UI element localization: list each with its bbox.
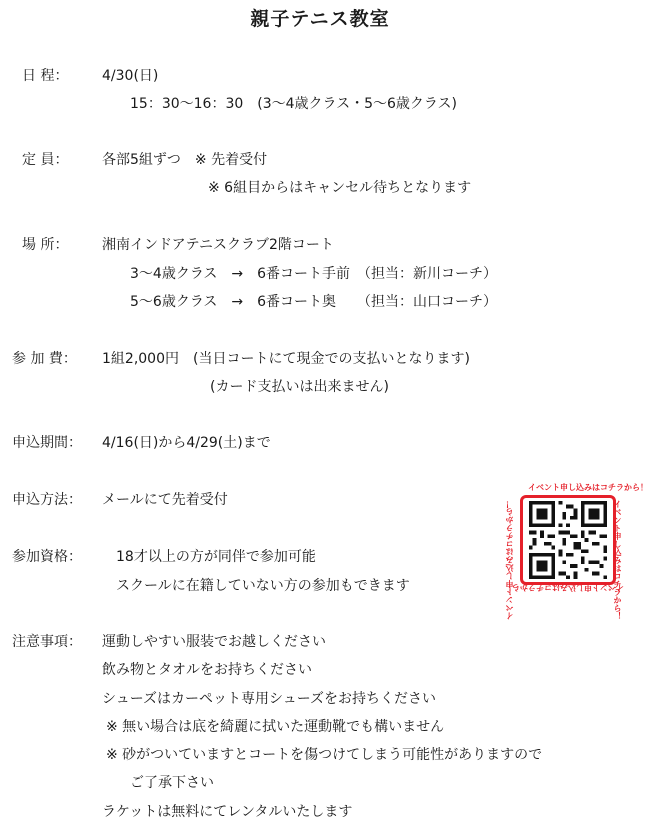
schedule-label: 日 程： <box>22 68 69 84</box>
notes-line: ※ 砂がついていますとコートを傷つけてしまう可能性がありますので <box>106 747 543 763</box>
schedule-date: 4/30(日) <box>102 68 159 84</box>
period-text: 4/16(日)から4/29(土)まで <box>102 435 271 451</box>
qr-right-text: イベント申し込みはコチラから！ <box>613 500 622 620</box>
qr-code-icon <box>526 501 610 579</box>
venue-name: 湘南インドアテニスクラブ2階コート <box>102 237 334 253</box>
venue-class2: 5〜6歳クラス → 6番コート奥 （担当：山口コーチ） <box>130 294 498 310</box>
notes-line: ※ 無い場合は底を綺麗に拭いた運動靴でも構いません <box>106 719 445 735</box>
eligibility-label: 参加資格： <box>12 549 82 565</box>
period-label: 申込期間： <box>12 435 82 451</box>
notes-line: ラケットは無料にてレンタルいたします <box>102 804 353 820</box>
page-title: 親子テニス教室 <box>250 8 390 30</box>
method-label: 申込方法： <box>12 492 82 508</box>
qr-bottom-text: イベント申し込みはコチラから！ <box>504 583 624 592</box>
venue-class1: 3〜4歳クラス → 6番コート手前 （担当：新川コーチ） <box>130 266 498 282</box>
qr-code-block[interactable] <box>500 482 648 620</box>
fee-label: 参 加 費： <box>12 351 77 367</box>
method-text: メールにて先着受付 <box>102 492 228 508</box>
notes-label: 注意事項： <box>12 634 82 650</box>
fee-line2: (カード支払いは出来ません) <box>210 379 389 395</box>
notes-line: ご了承下さい <box>130 775 214 791</box>
notes-line: 飲み物とタオルをお持ちください <box>102 662 312 678</box>
notes-line: 運動しやすい服装でお越しください <box>102 634 326 650</box>
notes-line: シューズはカーペット専用シューズをお持ちください <box>102 691 437 707</box>
capacity-label: 定 員： <box>22 152 69 168</box>
capacity-line2: ※ 6組目からはキャンセル待ちとなります <box>208 180 472 196</box>
qr-top-text: イベント申し込みはコチラから！ <box>528 483 648 492</box>
qr-frame <box>520 495 616 585</box>
venue-label: 場 所： <box>22 237 69 253</box>
eligibility-line1: 18才以上の方が同伴で参加可能 <box>116 549 316 565</box>
schedule-time: 15：30〜16：30 (3〜4歳クラス・5〜6歳クラス) <box>130 96 457 112</box>
eligibility-line2: スクールに在籍していない方の参加もできます <box>116 578 410 594</box>
fee-line1: 1組2,000円 (当日コートにて現金での支払いとなります) <box>102 351 470 367</box>
capacity-line1: 各部5組ずつ ※ 先着受付 <box>102 152 268 168</box>
qr-left-text: イベント申し込みはコチラから！ <box>505 500 514 620</box>
